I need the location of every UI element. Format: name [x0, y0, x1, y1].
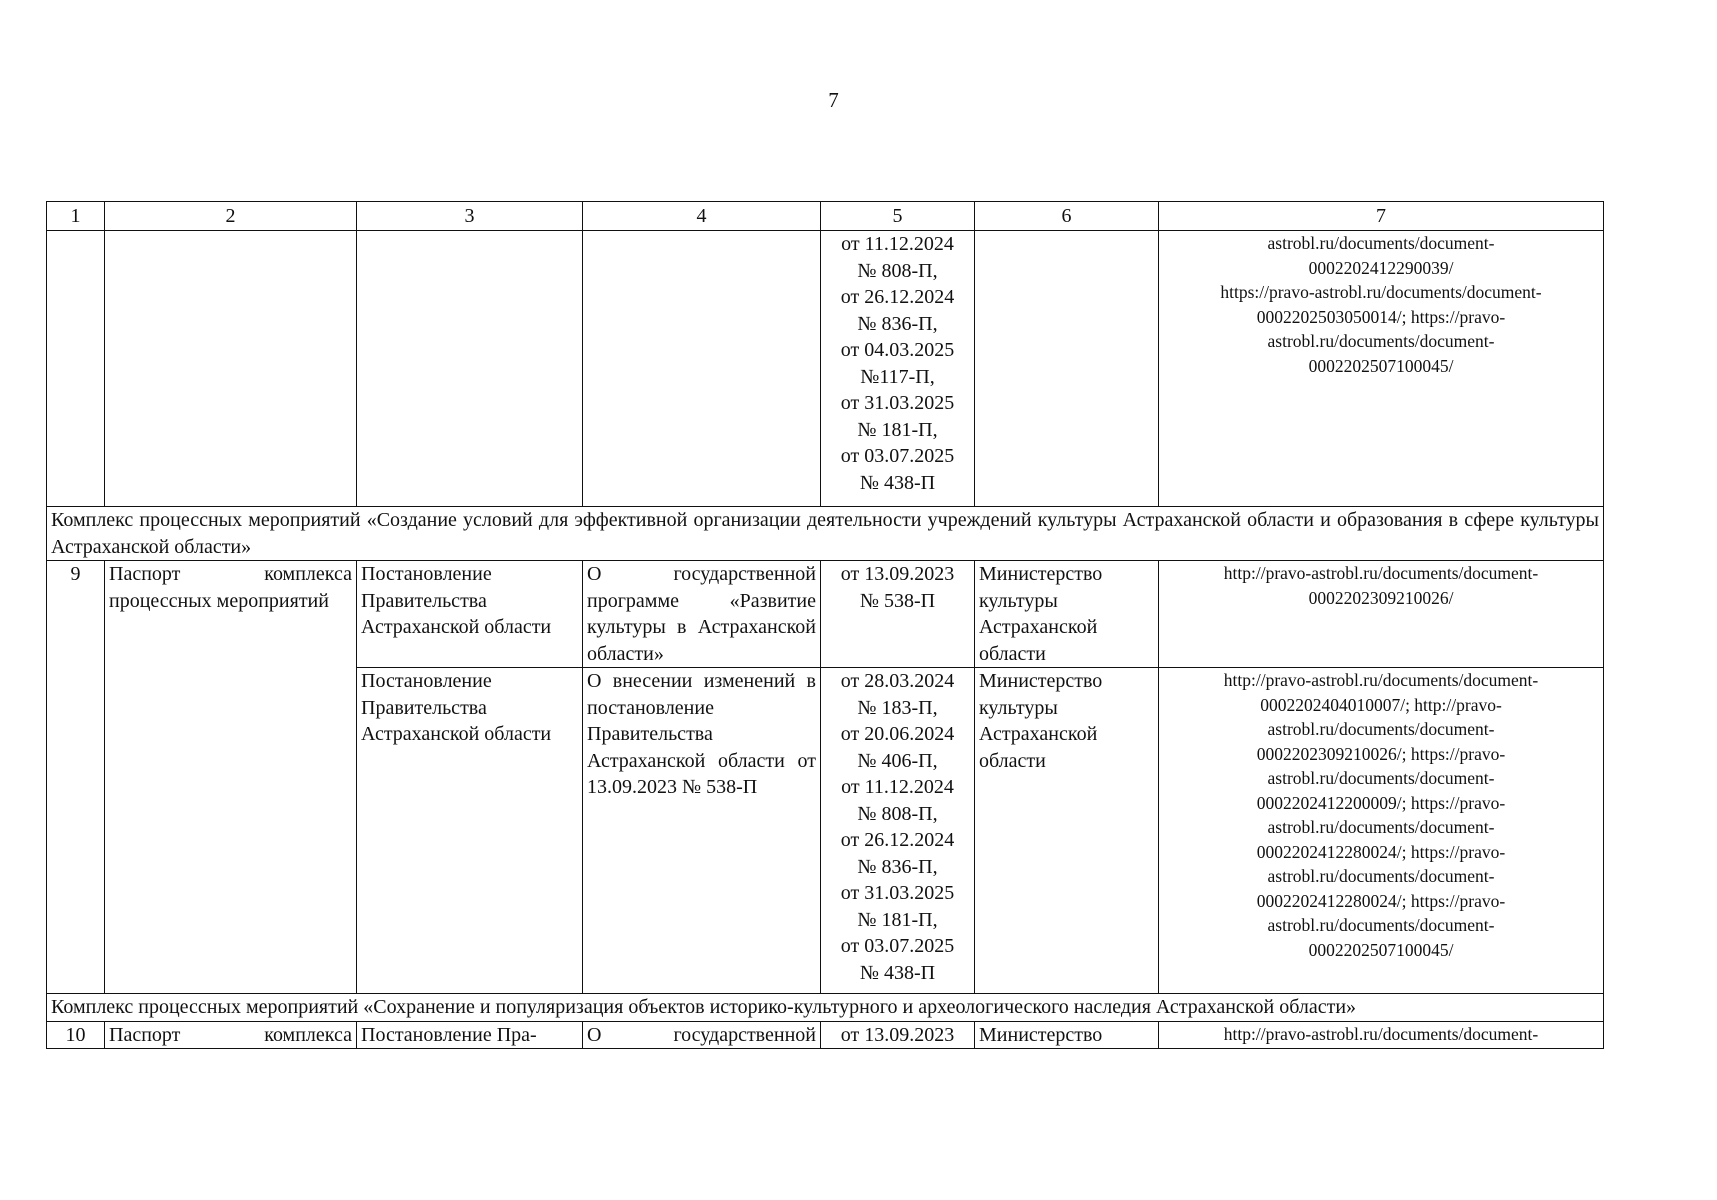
header-cell: 2: [105, 202, 357, 231]
act-date-cell: от 11.12.2024 № 808-П, от 26.12.2024 № 836-П, от 04.03.2025 №117-П, от 31.03.2025 № 181-П, от 03.07.2025 № 438-П: [821, 231, 975, 507]
page-number: 7: [828, 88, 839, 112]
header-cell: 3: [357, 202, 583, 231]
act-date-cell: от 28.03.2024 № 183-П, от 20.06.2024 № 406-П, от 11.12.2024 № 808-П, от 26.12.2024 № 836-П, от 31.03.2025 № 181-П, от 03.07.2025 № 438-П: [821, 668, 975, 994]
documents-table: [46, 201, 1604, 1049]
act-name-cell: О государственной: [583, 1021, 821, 1049]
act-name-cell: О государственной программе «Развитие культуры в Астраханской области»: [583, 561, 821, 668]
responsible-org-cell: Министерство: [975, 1021, 1159, 1049]
table-header-row: [47, 202, 1604, 231]
table-row: [47, 561, 1604, 668]
responsible-org-cell: Министерство культуры Астраханской области: [975, 668, 1159, 994]
act-type-cell: Постановление Правительства Астраханской области: [357, 668, 583, 994]
url-cell: http://pravo-astrobl.ru/documents/document- 0002202309210026/: [1159, 561, 1604, 668]
section-title: Комплекс процессных мероприятий «Создание условий для эффективной организации деятельности учреждений культуры Астраханской области и образования в сфере культуры Астраханской области»: [47, 507, 1604, 561]
act-date-cell: от 13.09.2023: [821, 1021, 975, 1049]
table-row: [47, 231, 1604, 507]
section-row: [47, 507, 1604, 561]
row-number: 10: [47, 1021, 105, 1049]
section-row: [47, 994, 1604, 1022]
header-cell: 7: [1159, 202, 1604, 231]
url-cell: astrobl.ru/documents/document- 0002202412290039/ https://pravo-astrobl.ru/documents/document- 0002202503050014/; https://pravo- astrobl.ru/documents/document- 0002202507100045/: [1159, 231, 1604, 507]
responsible-org-cell: Министерство культуры Астраханской области: [975, 561, 1159, 668]
section-title: Комплекс процессных мероприятий «Сохранение и популяризация объектов историко-культурного и археологического наследия Астраханской области»: [47, 994, 1604, 1022]
act-date-cell: от 13.09.2023 № 538-П: [821, 561, 975, 668]
header-cell: 5: [821, 202, 975, 231]
act-name-cell: О внесении изменений в постановление Правительства Астраханской области от 13.09.2023 № 538-П: [583, 668, 821, 994]
url-cell: http://pravo-astrobl.ru/documents/document-: [1159, 1021, 1604, 1049]
header-cell: 4: [583, 202, 821, 231]
row-number: 9: [47, 561, 105, 994]
header-cell: 6: [975, 202, 1159, 231]
passport-cell: Паспорт комплекса: [105, 1021, 357, 1049]
act-type-cell: Постановление Пра-: [357, 1021, 583, 1049]
table-row: [47, 1021, 1604, 1049]
url-cell: http://pravo-astrobl.ru/documents/document- 0002202404010007/; http://pravo- astrobl.ru/documents/document- 0002202309210026/; https://pravo- astrobl.ru/documents/document- 0002202412200009/; https://pravo- astrobl.ru/documents/document- 0002202412280024/; https://pravo- astrobl.ru/documents/document- 0002202412280024/; https://pravo- astrobl.ru/documents/document- 0002202507100045/: [1159, 668, 1604, 994]
act-type-cell: Постановление Правительства Астраханской области: [357, 561, 583, 668]
passport-cell: Паспорт комплекса процессных мероприятий: [105, 561, 357, 994]
header-cell: 1: [47, 202, 105, 231]
